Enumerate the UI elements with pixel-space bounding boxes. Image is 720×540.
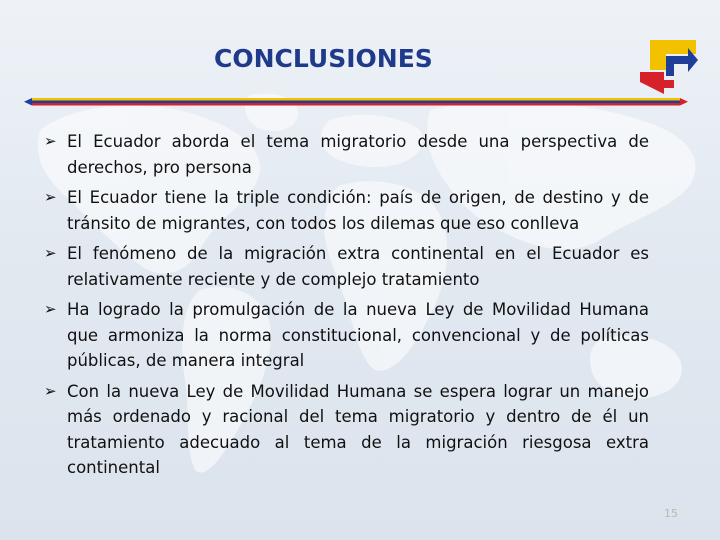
- arrow-bullet-icon: ➢: [44, 244, 57, 262]
- arrow-bullet-icon: ➢: [44, 132, 57, 150]
- list-item-text: Ha logrado la promulgación de la nueva Ley de Movilidad Humana que armoniza la norma constitucional, convencional y de políticas públicas, de manera integral: [67, 300, 649, 370]
- ecuador-arrow-logo: [636, 30, 700, 94]
- stripe-red: [32, 103, 680, 106]
- list-item: [44, 241, 649, 292]
- stripe-right-cap: [680, 98, 688, 106]
- slide-title: CONCLUSIONES: [214, 44, 433, 73]
- list-item-text: El Ecuador tiene la triple condición: país de origen, de destino y de tránsito de migrantes, con todos los dilemas que eso conlleva: [67, 188, 649, 233]
- list-item: [44, 129, 649, 180]
- arrow-bullet-icon: ➢: [44, 381, 57, 400]
- stripe-left-cap: [24, 98, 32, 106]
- header-separator-stripe: [24, 96, 688, 108]
- arrow-bullet-icon: ➢: [44, 300, 57, 318]
- conclusions-list: [44, 129, 649, 486]
- stripe-yellow: [32, 98, 680, 101]
- stripe-blue: [32, 101, 680, 104]
- list-item: [44, 379, 649, 481]
- list-item: [44, 297, 649, 374]
- list-item: [44, 185, 649, 236]
- page-number: 15: [664, 507, 678, 520]
- list-item-text: Con la nueva Ley de Movilidad Humana se espera lograr un manejo más ordenado y racional del tema migratorio y dentro de él un tratamiento adecuado al tema de la migración riesgosa extra continental: [67, 381, 649, 477]
- list-item-text: El Ecuador aborda el tema migratorio desde una perspectiva de derechos, pro persona: [67, 132, 649, 177]
- list-item-text: El fenómeno de la migración extra continental en el Ecuador es relativamente reciente y de complejo tratamiento: [67, 244, 649, 289]
- arrow-bullet-icon: ➢: [44, 188, 57, 206]
